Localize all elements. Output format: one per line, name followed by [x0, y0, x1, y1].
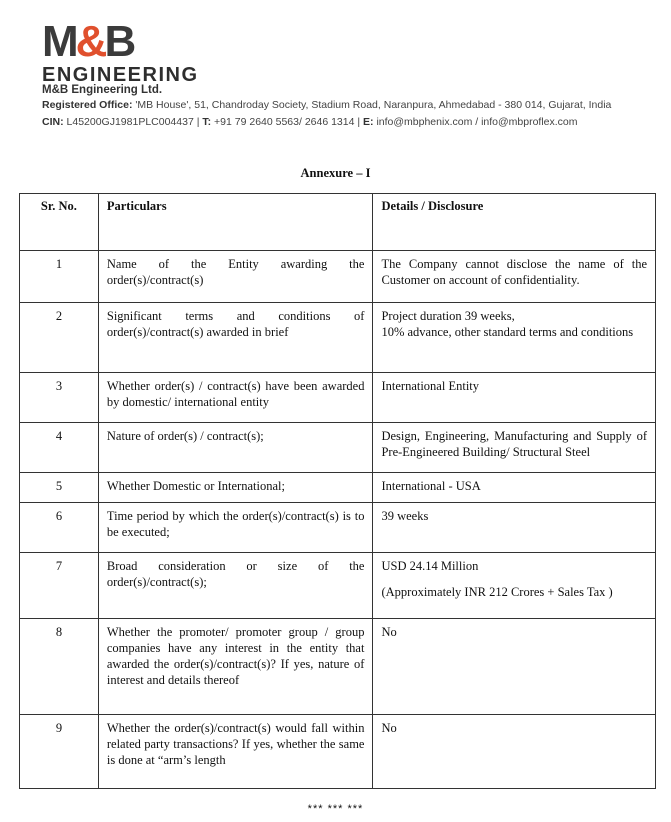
- detail: No: [373, 715, 656, 789]
- detail: No: [373, 619, 656, 715]
- header-details: Details / Disclosure: [373, 194, 656, 251]
- table-row: [20, 423, 656, 473]
- sr-no: 9: [20, 715, 99, 789]
- table-row: [20, 373, 656, 423]
- particular: Significant terms and conditions of order(s)/contract(s) awarded in brief: [98, 303, 373, 373]
- company-name: M&B Engineering Ltd.: [42, 84, 163, 96]
- table-header-row: [20, 194, 656, 251]
- particular: Name of the Entity awarding the order(s)/contract(s): [98, 251, 373, 303]
- sr-no: 4: [20, 423, 99, 473]
- company-logo: [42, 17, 212, 86]
- table-row: [20, 715, 656, 789]
- sr-no: 2: [20, 303, 99, 373]
- table-row: [20, 553, 656, 619]
- page-title: Annexure – I: [300, 166, 371, 180]
- detail: USD 24.14 Million (Approximately INR 212 Crores + Sales Tax ): [373, 553, 656, 619]
- contact-line: CIN: L45200GJ1981PLC004437 | T: +91 79 2640 5563/ 2646 1314 | E: info@mbphenix.com / info@mbproflex.com: [42, 116, 578, 128]
- registered-office: Registered Office: 'MB House', 51, Chandroday Society, Stadium Road, Naranpura, Ahmedabad - 380 014, Gujarat, India: [42, 99, 612, 111]
- sr-no: 5: [20, 473, 99, 503]
- sr-no: 6: [20, 503, 99, 553]
- particular: Nature of order(s) / contract(s);: [98, 423, 373, 473]
- particular: Time period by which the order(s)/contract(s) is to be executed;: [98, 503, 373, 553]
- particular: Whether the promoter/ promoter group / group companies have any interest in the entity that awarded the order(s)/contract(s)? If yes, nature of interest and details thereof: [98, 619, 373, 715]
- table-row: [20, 503, 656, 553]
- header-particulars: Particulars: [98, 194, 373, 251]
- table-row: [20, 619, 656, 715]
- sr-no: 3: [20, 373, 99, 423]
- particular: Broad consideration or size of the order(s)/contract(s);: [98, 553, 373, 619]
- detail: The Company cannot disclose the name of the Customer on account of confidentiality.: [373, 251, 656, 303]
- particular: Whether order(s) / contract(s) have been awarded by domestic/ international entity: [98, 373, 373, 423]
- logo-wordmark: ENGINEERING: [42, 64, 199, 86]
- particular: Whether Domestic or International;: [98, 473, 373, 503]
- detail: 39 weeks: [373, 503, 656, 553]
- disclosure-table: [19, 193, 656, 789]
- detail: Design, Engineering, Manufacturing and Supply of Pre-Engineered Building/ Structural Steel: [373, 423, 656, 473]
- end-marker: *** *** ***: [307, 803, 364, 815]
- logo-mark: M&B: [42, 17, 134, 66]
- sr-no: 8: [20, 619, 99, 715]
- header-sr-no: Sr. No.: [20, 194, 99, 251]
- table-row: [20, 473, 656, 503]
- table-row: [20, 251, 656, 303]
- detail: International Entity: [373, 373, 656, 423]
- table-row: [20, 303, 656, 373]
- sr-no: 7: [20, 553, 99, 619]
- detail: Project duration 39 weeks, 10% advance, other standard terms and conditions: [373, 303, 656, 373]
- particular: Whether the order(s)/contract(s) would fall within related party transactions? If yes, whether the same is done at “arm’s length: [98, 715, 373, 789]
- sr-no: 1: [20, 251, 99, 303]
- detail: International - USA: [373, 473, 656, 503]
